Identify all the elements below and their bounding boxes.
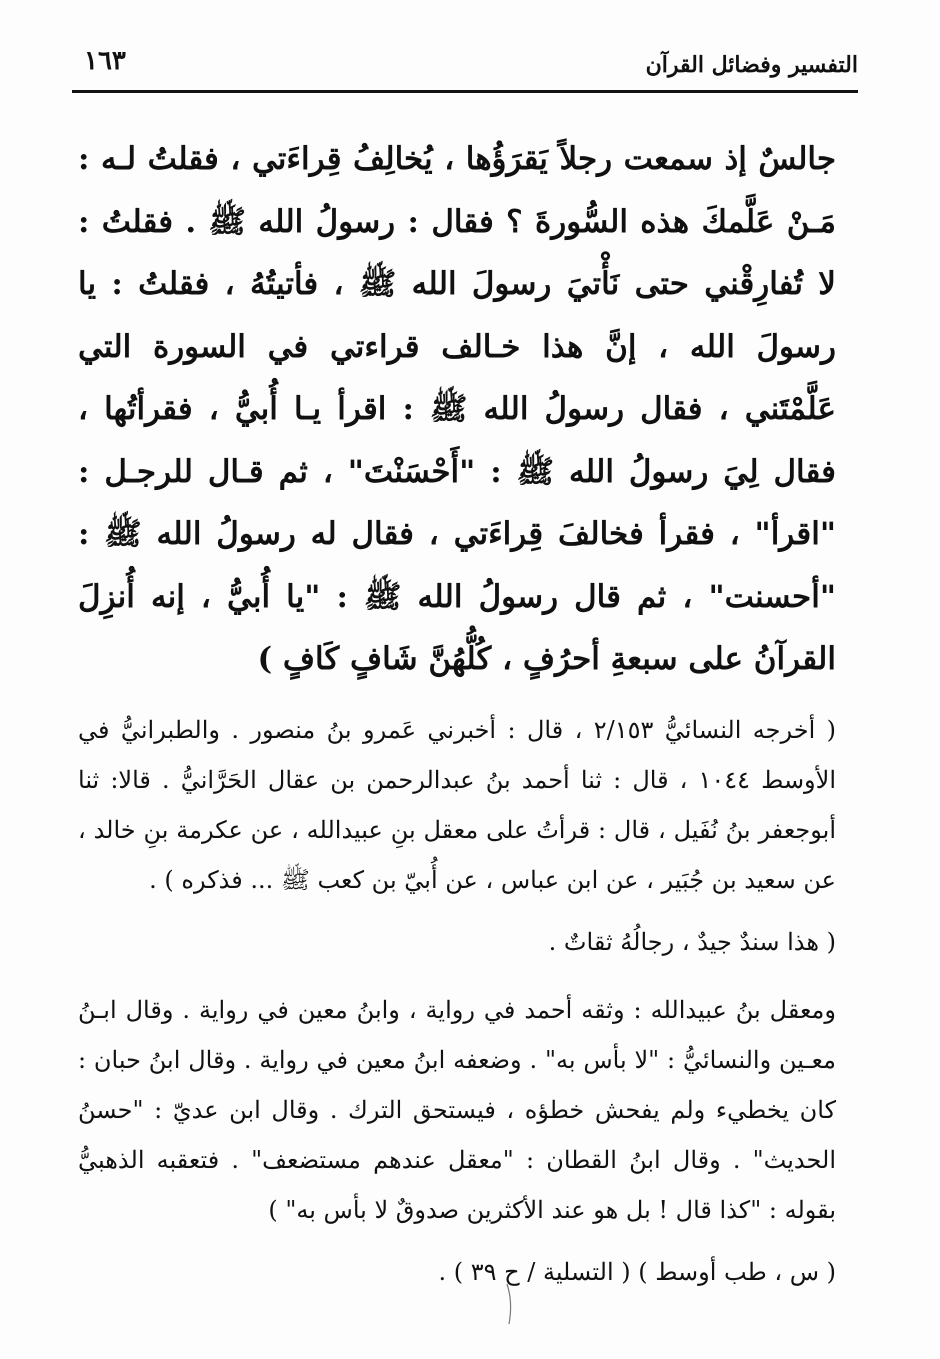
pen-mark [504,1282,516,1326]
page-content [78,128,836,1297]
hadith-text: جالسٌ إذ سمعت رجلاً يَقرَؤُها ، يُخالِفُ قِراءَتي ، فقلتُ لـه : مَـنْ عَلَّمكَ هذه السُّورةَ ؟ فقال : رسولُ الله ﷺ . فقلتُ : لا تُفارِقْني حتى نَأْتيَ رسولَ الله ﷺ ، فأتيتُهُ ، فقلتُ : يا رسولَ الله ، إنَّ هذا خـالف قراءتي في السورة التي عَلَّمْتَني ، فقال رسولُ الله ﷺ : اقرأ يـا أُبيُّ ، فقرأتُها ، فقال لِيَ رسولُ الله ﷺ : "أَحْسَنْتَ" ، ثم قـال للرجـل : "اقرأ" ، فقرأ فخالفَ قِراءَتي ، فقال له رسولُ الله ﷺ : "أحسنت" ، ثم قال رسولُ الله ﷺ : "يا أُبيُّ ، إنه أُنزِلَ القرآنُ على سبعةِ أحرُفٍ ، كُلُّهُنَّ شَافٍ كَافٍ ) [78,141,837,677]
takhrij-note: ( أخرجه النسائيُّ ٢/١٥٣ ، قال : أخبرني عَمرو بنُ منصور . والطبرانيُّ في الأوسط ١٠٤٤ ، قال : ثنا أحمد بنُ عبدالرحمن بن عقال الحَرَّانيُّ . قالا: ثنا أبوجعفر بنُ نُفَيل ، قال : قرأتُ على معقل بنِ عبيدالله ، عن عكرمة بنِ خالد ، عن سعيد بن جُبَير ، عن ابن عباس ، عن أُبيّ بن كعب ﷺ ... فذكره ) . [78,715,837,894]
narrator-note: ومعقل بنُ عبيدالله : وثقه أحمد في رواية ، وابنُ معين في رواية . وقال ابـنُ معـين والنسائيُّ : "لا بأس به" . وضعفه ابنُ معين في رواية . وقال ابنُ حبان : كان يخطيء ولم يفحش خطؤه ، فيستحق الترك . وقال ابن عديّ : "حسنُ الحديث" . وقال ابنُ القطان : "معقل عندهم مستضعف" . فتعقبه الذهبيُّ بقوله : "كذا قال ! بل هو عند الأكثرين صدوقٌ لا بأس به" ) [78,995,836,1224]
grading-note: ( هذا سندٌ جيدٌ ، رجالُهُ ثقاتٌ . [548,927,836,956]
header-rule [72,90,858,93]
source-codes-note: ( س ، طب أوسط ) ( التسلية / ح ٣٩ ) . [438,1257,836,1286]
page-number: ١٦٣ [84,46,126,76]
page-header [72,38,858,94]
running-title: التفسير وفضائل القرآن [645,52,858,78]
